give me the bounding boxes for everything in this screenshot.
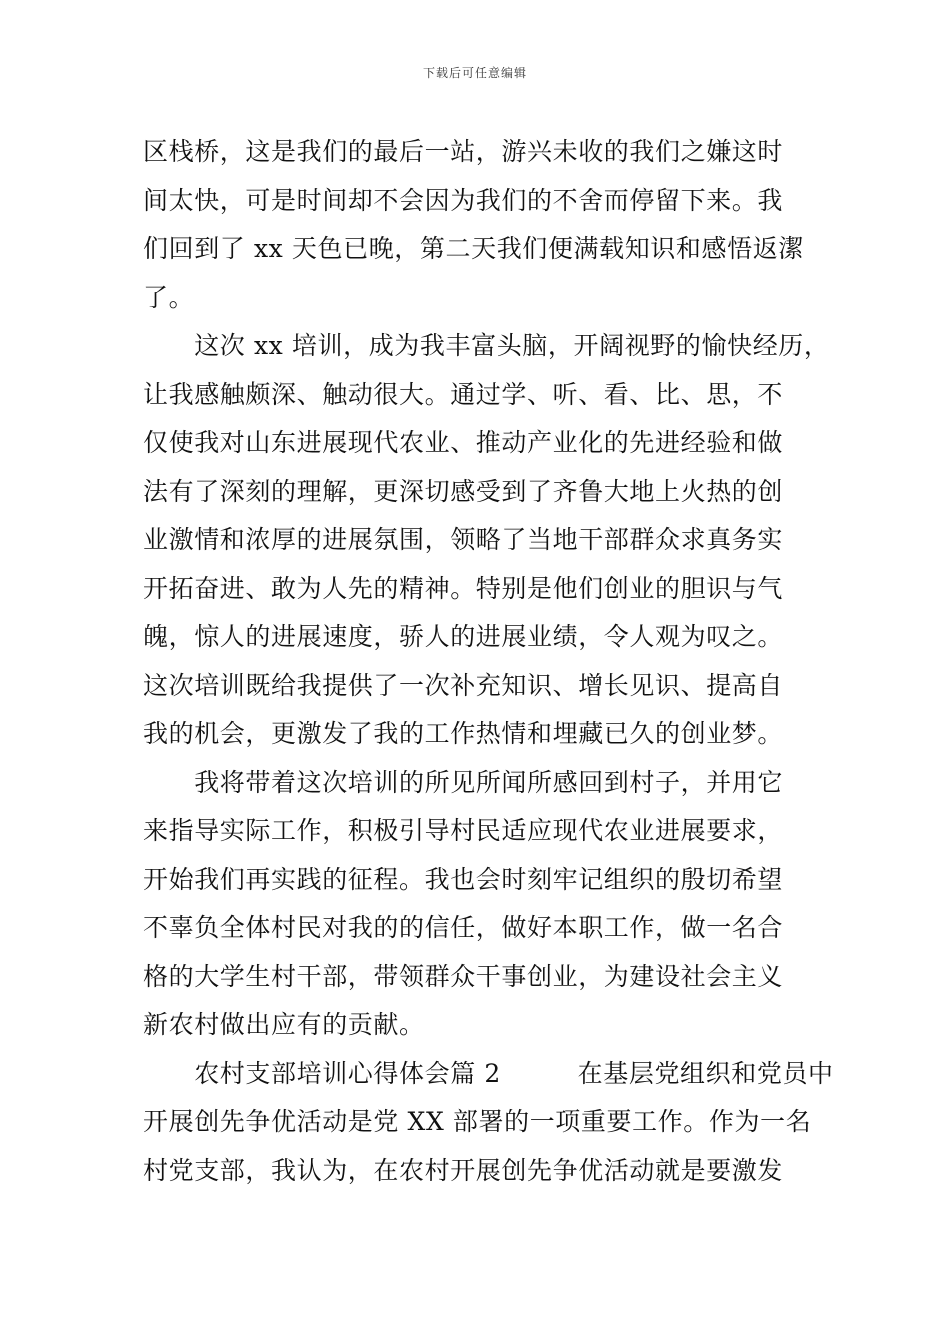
text-line: 这次 xx 培训，成为我丰富头脑，开阔视野的愉快经历，: [143, 331, 830, 360]
text-line: 仅使我对山东进展现代农业、推动产业化的先进经验和做: [143, 428, 784, 457]
text-line: 区栈桥，这是我们的最后一站，游兴未收的我们之嫌这时: [143, 137, 784, 166]
text-line: 开始我们再实践的征程。我也会时刻牢记组织的殷切希望: [143, 864, 784, 894]
document-body: [143, 128, 834, 1195]
text-line: 格的大学生村干部，带领群众干事创业，为建设社会主义: [143, 961, 784, 991]
text-line: 这次培训既给我提供了一次补充知识、增长见识、提高自: [143, 670, 784, 700]
page-header: 下载后可任意编辑: [422, 66, 527, 80]
text-line: 我的机会，更激发了我的工作热情和埋藏已久的创业梦。: [143, 719, 784, 748]
text-line: 村党支部，我认为，在农村开展创先争优活动就是要激发: [143, 1155, 784, 1185]
text-line: 开展创先争优活动是党 XX 部署的一项重要工作。作为一名: [143, 1107, 812, 1136]
text-line: 间太快，可是时间却不会因为我们的不舍而停留下来。我: [143, 185, 784, 215]
text-line: 了。: [143, 282, 195, 312]
text-line: 们回到了 xx 天色已晚，第二天我们便满载知识和感悟返潔: [143, 234, 804, 263]
text-line: 魄，惊人的进展速度，骄人的进展业绩，令人观为叹之。: [143, 622, 784, 651]
text-line: 我将带着这次培训的所见所闻所感回到村子，并用它: [143, 767, 784, 797]
text-line: 让我感触颇深、触动很大。通过学、听、看、比、思，不: [143, 379, 784, 409]
text-line: 农村支部培训心得体会篇 2 在基层党组织和党员中: [143, 1058, 834, 1088]
text-line: 法有了深刻的理解，更深切感受到了齐鲁大地上火热的创: [143, 476, 784, 506]
text-line: 来指导实际工作，积极引导村民适应现代农业进展要求，: [143, 816, 784, 845]
text-line: 新农村做出应有的贡献。: [143, 1010, 425, 1039]
text-line: 业激情和浓厚的进展氛围，领略了当地干部群众求真务实: [143, 525, 784, 554]
text-line: 开拓奋进、敢为人先的精神。特别是他们创业的胆识与气: [143, 573, 784, 603]
text-line: 不辜负全体村民对我的的信任，做好本职工作，做一名合: [143, 913, 784, 942]
